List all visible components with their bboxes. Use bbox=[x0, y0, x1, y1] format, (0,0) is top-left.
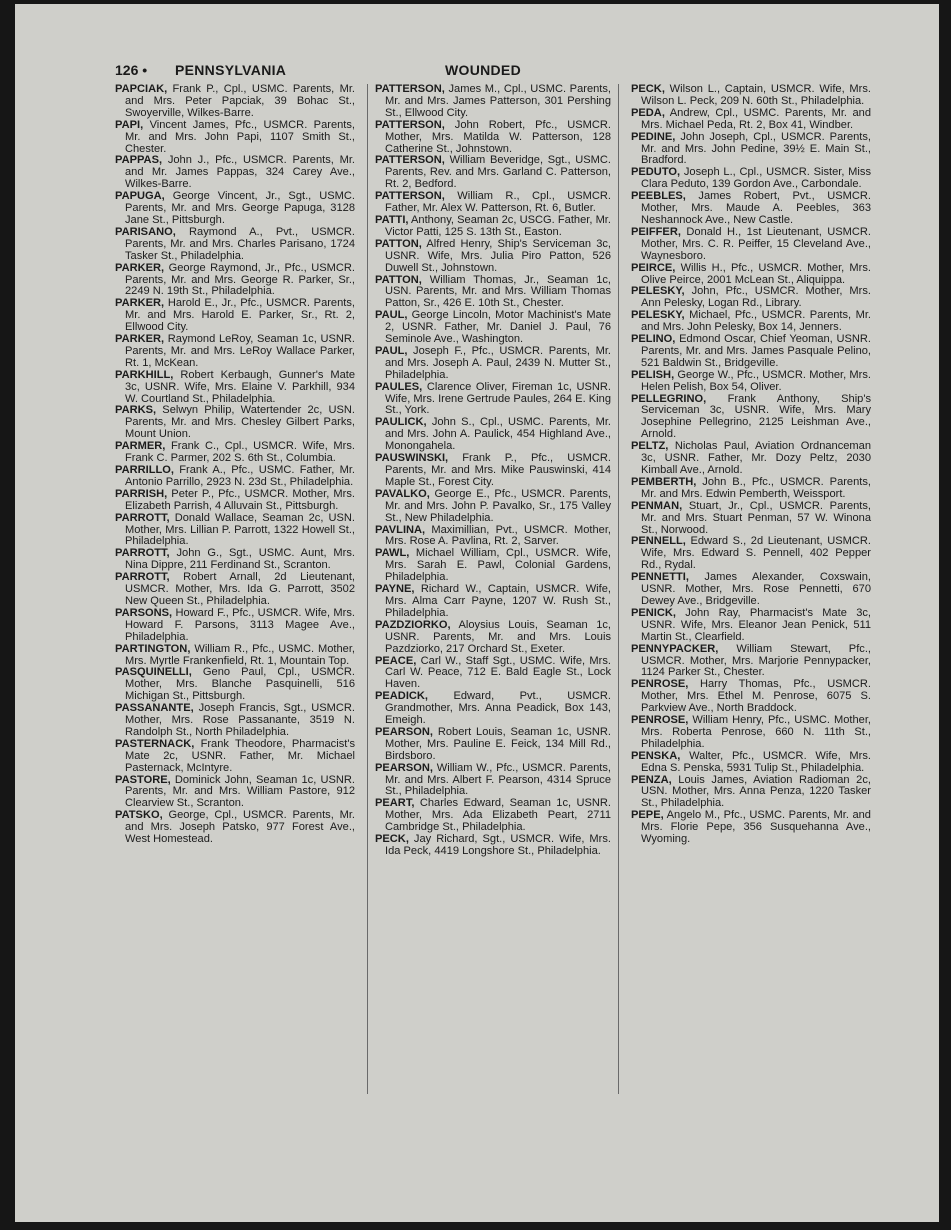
columns bbox=[115, 84, 871, 1094]
casualty-details: William W., Pfc., USMCR. Parents, Mr. and Mrs. Albert F. Pearson, 4314 Spruce St., Philadelphia. bbox=[385, 761, 611, 798]
casualty-surname: PEARSON, bbox=[375, 761, 433, 774]
casualty-entry bbox=[375, 346, 611, 382]
casualty-details: William R., Cpl., USMCR. Father, Mr. Alex W. Patterson, Rt. 6, Butler. bbox=[385, 190, 611, 215]
casualty-details: George W., Pfc., USMCR. Mother, Mrs. Helen Pelish, Box 54, Oliver. bbox=[641, 368, 871, 393]
column-right bbox=[631, 84, 871, 1094]
casualty-surname: PAUL, bbox=[375, 309, 408, 322]
column-left bbox=[115, 84, 355, 1094]
casualty-entry bbox=[115, 513, 355, 549]
casualty-details: Nicholas Paul, Aviation Ordnanceman 3c, USNR. Father, Mr. Dozy Peltz, 2030 Kimball Ave., Arnold. bbox=[641, 440, 872, 476]
casualty-details: Maximillian, Pvt., USMCR. Mother, Mrs. Rose A. Pavlina, Rt. 2, Sarver. bbox=[385, 523, 611, 548]
casualty-entry bbox=[631, 501, 871, 537]
casualty-surname: PARRISH, bbox=[115, 487, 168, 500]
casualty-details: Joseph L., Cpl., USMCR. Sister, Miss Clara Peduto, 139 Gordon Ave., Carbondale. bbox=[641, 166, 871, 191]
state-title: PENNSYLVANIA bbox=[175, 62, 287, 78]
casualty-details: Andrew, Cpl., USMC. Parents, Mr. and Mrs. Michael Peda, Rt. 2, Box 41, Windber. bbox=[641, 106, 871, 131]
casualty-surname: PATTERSON, bbox=[375, 83, 445, 95]
casualty-surname: PAWL, bbox=[375, 547, 410, 560]
casualty-surname: PASTORE, bbox=[115, 773, 171, 786]
casualty-entry bbox=[115, 120, 355, 156]
casualty-details: Harry Thomas, Pfc., USMCR. Mother, Mrs. Ethel M. Penrose, 6075 S. Parkview Ave., North Braddock. bbox=[641, 678, 871, 715]
casualty-entry bbox=[115, 298, 355, 334]
casualty-entry bbox=[631, 310, 871, 334]
casualty-surname: PARMER, bbox=[115, 440, 166, 453]
casualty-entry bbox=[115, 465, 355, 489]
casualty-details: John Robert, Pfc., USMCR. Mother, Mrs. Matilda W. Patterson, 128 Catherine St., Johnstown. bbox=[385, 118, 611, 155]
casualty-surname: PARROTT, bbox=[115, 571, 170, 584]
casualty-details: Frank Theodore, Pharmacist's Mate 2c, USNR. Father, Mr. Michael Pasternack, McIntyre. bbox=[125, 737, 355, 774]
casualty-entry bbox=[631, 263, 871, 287]
casualty-entry bbox=[631, 370, 871, 394]
casualty-entry bbox=[375, 239, 611, 275]
casualty-details: Anthony, Seaman 2c, USCG. Father, Mr. Victor Patti, 125 S. 13th St., Easton. bbox=[385, 213, 611, 238]
casualty-details: Peter P., Pfc., USMCR. Mother, Mrs. Elizabeth Parrish, 4 Alluvain St., Pittsburgh. bbox=[125, 487, 355, 512]
casualty-surname: PAVALKO, bbox=[375, 487, 430, 500]
casualty-entry bbox=[375, 691, 611, 727]
casualty-surname: PECK, bbox=[631, 83, 665, 95]
casualty-details: Richard W., Captain, USMCR. Wife, Mrs. Alma Carr Payne, 1207 W. Rush St., Philadelphia. bbox=[385, 583, 611, 619]
casualty-entry bbox=[631, 84, 871, 108]
casualty-surname: PEIRCE, bbox=[631, 261, 676, 274]
casualty-surname: PENROSE, bbox=[631, 678, 689, 691]
casualty-entry bbox=[115, 572, 355, 608]
casualty-surname: PARKER, bbox=[115, 297, 165, 310]
casualty-entry bbox=[631, 608, 871, 644]
casualty-details: Raymond LeRoy, Seaman 1c, USNR. Parents, Mr. and Mrs. LeRoy Wallace Parker, Rt. 1, McKean. bbox=[125, 333, 355, 369]
casualty-surname: PARISANO, bbox=[115, 225, 176, 238]
casualty-details: Wilson L., Captain, USMCR. Wife, Mrs. Wilson L. Peck, 209 N. 60th St., Philadelphia. bbox=[641, 83, 871, 107]
casualty-surname: PAULES, bbox=[375, 380, 423, 393]
casualty-details: Joseph Francis, Sgt., USMCR. Mother, Mrs. Rose Passanante, 3519 N. Randolph St., North Philadelphia. bbox=[125, 702, 355, 738]
casualty-entry bbox=[115, 703, 355, 739]
casualty-entry bbox=[631, 644, 871, 680]
casualty-entry bbox=[115, 405, 355, 441]
casualty-details: Frank P., Pfc., USMCR. Parents, Mr. and Mrs. Mike Pauswinski, 414 Maple St., Forest City. bbox=[385, 452, 611, 488]
casualty-entry bbox=[375, 798, 611, 834]
casualty-details: James Alexander, Coxswain, USNR. Mother, Mrs. Rose Pennetti, 670 Dewey Ave., Bridgeville. bbox=[641, 571, 871, 607]
casualty-surname: PENROSE, bbox=[631, 714, 689, 727]
casualty-surname: PEIFFER, bbox=[631, 225, 681, 238]
casualty-details: John S., Cpl., USMC. Parents, Mr. and Mrs. John A. Paulick, 454 Highland Ave., Monongahela. bbox=[385, 416, 611, 453]
casualty-details: John Ray, Pharmacist's Mate 3c, USNR. Wife, Mrs. Eleanor Jean Penick, 511 Martin St., Clearfield. bbox=[641, 606, 872, 643]
casualty-details: Charles Edward, Seaman 1c, USNR. Mother, Mrs. Ada Elizabeth Peart, 2711 Cambridge St., Philadelphia. bbox=[385, 797, 611, 834]
casualty-details: Robert Louis, Seaman 1c, USNR. Mother, Mrs. Pauline E. Feick, 134 Mill Rd., Birdsboro. bbox=[385, 725, 611, 762]
casualty-surname: PELTZ, bbox=[631, 440, 669, 453]
casualty-entry bbox=[375, 834, 611, 858]
casualty-details: James Robert, Pvt., USMCR. Mother, Mrs. Maude A. Peebles, 363 Neshannock Ave., New Castle. bbox=[641, 190, 871, 226]
casualty-surname: PATTON, bbox=[375, 273, 422, 286]
casualty-entry bbox=[631, 751, 871, 775]
casualty-details: Willis H., Pfc., USMCR. Mother, Mrs. Olive Peirce, 2001 McLean St., Aliquippa. bbox=[641, 261, 871, 286]
casualty-entry bbox=[375, 155, 611, 191]
document-page bbox=[15, 4, 939, 1222]
casualty-details: Louis James, Aviation Radioman 2c, USN. Mother, Mrs. Anna Penza, 1220 Tasker St., Philadelphia. bbox=[641, 773, 871, 810]
casualty-entry bbox=[115, 667, 355, 703]
casualty-surname: PEDUTO, bbox=[631, 166, 681, 179]
casualty-details: George Vincent, Jr., Sgt., USMC. Parents, Mr. and Mrs. George Papuga, 3128 Jane St., Pittsburgh. bbox=[125, 190, 355, 226]
casualty-details: John G., Sgt., USMC. Aunt, Mrs. Nina Dippre, 211 Ferdinand St., Scranton. bbox=[125, 547, 355, 572]
casualty-surname: PARSONS, bbox=[115, 606, 173, 619]
casualty-details: Donald Wallace, Seaman 2c, USN. Mother, Mrs. Lillian P. Parrott, 1322 Howell St., Philadelphia. bbox=[125, 511, 355, 548]
casualty-entry bbox=[375, 453, 611, 489]
casualty-entry bbox=[631, 334, 871, 370]
casualty-surname: PASSANANTE, bbox=[115, 702, 194, 715]
casualty-surname: PARTINGTON, bbox=[115, 642, 191, 655]
casualty-surname: PELLEGRINO, bbox=[631, 392, 707, 405]
casualty-surname: PAPPAS, bbox=[115, 154, 163, 167]
casualty-details: Aloysius Louis, Seaman 1c, USNR. Parents, Mr. and Mrs. Louis Pazdziorko, 217 Orchard St., Exeter. bbox=[385, 618, 611, 655]
casualty-entry bbox=[631, 191, 871, 227]
casualty-surname: PEDA, bbox=[631, 106, 665, 119]
casualty-details: Robert Arnall, 2d Lieutenant, USMCR. Mother, Mrs. Ida G. Parrott, 3502 New Queen St., Philadelphia. bbox=[125, 571, 355, 607]
casualty-surname: PATTON, bbox=[375, 237, 422, 250]
casualty-entry bbox=[115, 489, 355, 513]
casualty-details: Angelo M., Pfc., USMC. Parents, Mr. and Mrs. Florie Pepe, 356 Susquehanna Ave., Wyoming. bbox=[641, 809, 871, 846]
casualty-details: George Lincoln, Motor Machinist's Mate 2, USNR. Father, Mr. Daniel J. Paul, 76 Seminole Ave., Washington. bbox=[385, 309, 611, 346]
casualty-details: Edward, Pvt., USMCR. Grandmother, Mrs. Anna Peadick, Box 143, Emeigh. bbox=[385, 690, 611, 727]
casualty-details: William Beveridge, Sgt., USMC. Parents, Rev. and Mrs. Garland C. Patterson, Rt. 2, Bedford. bbox=[385, 154, 611, 191]
casualty-entry bbox=[375, 120, 611, 156]
casualty-entry bbox=[375, 620, 611, 656]
casualty-details: Frank P., Cpl., USMC. Parents, Mr. and Mrs. Peter Papciak, 39 Bohac St., Swoyerville, Wilkes-Barre. bbox=[125, 83, 355, 119]
casualty-details: Edmond Oscar, Chief Yeoman, USNR. Parents, Mr. and Mrs. James Pasquale Pelino, 521 Baldwin St., Bridgeville. bbox=[641, 333, 871, 369]
casualty-details: Carl W., Staff Sgt., USMC. Wife, Mrs. Carl W. Peace, 712 E. Bald Eagle St., Lock Haven. bbox=[385, 654, 611, 691]
casualty-details: Frank C., Cpl., USMCR. Wife, Mrs. Frank C. Parmer, 202 S. 6th St., Columbia. bbox=[125, 440, 355, 465]
casualty-entry bbox=[631, 810, 871, 846]
casualty-details: Robert Kerbaugh, Gunner's Mate 3c, USNR. Wife, Mrs. Elaine V. Parkhill, 934 W. Courtland St., Philadelphia. bbox=[125, 368, 355, 405]
casualty-surname: PARRILLO, bbox=[115, 464, 174, 476]
casualty-details: John B., Pfc., USMCR. Parents, Mr. and Mrs. Edwin Pemberth, Weissport. bbox=[641, 475, 871, 500]
casualty-entry bbox=[631, 108, 871, 132]
casualty-entry bbox=[631, 679, 871, 715]
casualty-entry bbox=[631, 715, 871, 751]
casualty-entry bbox=[115, 263, 355, 299]
casualty-entry bbox=[115, 155, 355, 191]
casualty-entry bbox=[115, 608, 355, 644]
casualty-entry bbox=[375, 489, 611, 525]
casualty-surname: PATSKO, bbox=[115, 809, 163, 822]
casualty-entry bbox=[631, 394, 871, 442]
casualty-entry bbox=[115, 644, 355, 668]
casualty-entry bbox=[375, 215, 611, 239]
casualty-details: George Raymond, Jr., Pfc., USMCR. Parents, Mr. and Mrs. George R. Parker, Sr., 2249 N. 19th St., Philadelphia. bbox=[125, 261, 355, 298]
casualty-surname: PENNETTI, bbox=[631, 571, 689, 584]
casualty-surname: PAVLINA, bbox=[375, 523, 426, 536]
casualty-entry bbox=[115, 441, 355, 465]
casualty-entry bbox=[115, 810, 355, 846]
casualty-details: George E., Pfc., USMCR. Parents, Mr. and Mrs. John P. Pavalko, Sr., 175 Valley St., New Philadelphia. bbox=[385, 487, 611, 524]
casualty-surname: PENNYPACKER, bbox=[631, 642, 719, 655]
casualty-entry bbox=[631, 167, 871, 191]
casualty-entry bbox=[115, 84, 355, 120]
casualty-surname: PELISH, bbox=[631, 368, 675, 381]
casualty-entry bbox=[375, 382, 611, 418]
casualty-surname: PEEBLES, bbox=[631, 190, 686, 203]
casualty-details: Edward S., 2d Lieutenant, USMCR. Wife, Mrs. Edward S. Pennell, 402 Pepper Rd., Rydal. bbox=[641, 535, 871, 572]
casualty-entry bbox=[375, 275, 611, 311]
casualty-surname: PASTERNACK, bbox=[115, 737, 195, 750]
casualty-details: Michael, Pfc., USMCR. Parents, Mr. and Mrs. John Pelesky, Box 14, Jenners. bbox=[641, 309, 871, 334]
casualty-surname: PARKS, bbox=[115, 404, 157, 417]
casualty-surname: PENICK, bbox=[631, 606, 676, 619]
casualty-surname: PENNELL, bbox=[631, 535, 686, 548]
casualty-surname: PAPCIAK, bbox=[115, 83, 168, 95]
casualty-entry bbox=[375, 548, 611, 584]
casualty-surname: PEDINE, bbox=[631, 130, 676, 143]
casualty-entry bbox=[631, 132, 871, 168]
casualty-details: Stuart, Jr., Cpl., USMCR. Parents, Mr. and Mrs. Stuart Penman, 57 W. Winona St., Norwood. bbox=[641, 499, 871, 536]
casualty-entry bbox=[631, 572, 871, 608]
casualty-surname: PARROTT, bbox=[115, 511, 170, 524]
casualty-details: Jay Richard, Sgt., USMCR. Wife, Mrs. Ida Peck, 4419 Longshore St., Philadelphia. bbox=[385, 833, 611, 857]
casualty-entry bbox=[375, 727, 611, 763]
casualty-details: Michael William, Cpl., USMCR. Wife, Mrs. Sarah E. Pawl, Colonial Gardens, Philadelphia. bbox=[385, 547, 611, 584]
casualty-entry bbox=[115, 191, 355, 227]
casualty-entry bbox=[375, 763, 611, 799]
casualty-details: Harold E., Jr., Pfc., USMCR. Parents, Mr. and Mrs. Harold E. Parker, Sr., Rt. 2, Ellwood City. bbox=[125, 297, 355, 334]
casualty-surname: PASQUINELLI, bbox=[115, 666, 192, 679]
casualty-entry bbox=[115, 370, 355, 406]
casualty-details: Clarence Oliver, Fireman 1c, USNR. Wife, Mrs. Irene Gertrude Paules, 264 E. King St., York. bbox=[385, 380, 611, 417]
casualty-details: Donald H., 1st Lieutenant, USMCR. Mother, Mrs. C. R. Peiffer, 15 Cleveland Ave., Waynesboro. bbox=[641, 225, 871, 262]
casualty-details: William Stewart, Pfc., USMCR. Mother, Mrs. Marjorie Pennypacker, 1124 Parker St., Chester. bbox=[641, 642, 871, 679]
casualty-surname: PENZA, bbox=[631, 773, 672, 786]
casualty-surname: PAUSWINSKI, bbox=[375, 452, 449, 465]
casualty-details: William Thomas, Jr., Seaman 1c, USN. Parents, Mr. and Mrs. William Thomas Patton, Sr., 426 E. 10th St., Chester. bbox=[385, 273, 612, 310]
casualty-surname: PATTERSON, bbox=[375, 154, 445, 167]
casualty-surname: PELESKY, bbox=[631, 285, 685, 298]
page-number: 126 • bbox=[115, 62, 148, 78]
casualty-entry bbox=[375, 310, 611, 346]
casualty-details: William Henry, Pfc., USMC. Mother, Mrs. Roberta Penrose, 660 N. 11th St., Philadelphia. bbox=[641, 714, 871, 750]
casualty-entry bbox=[375, 417, 611, 453]
casualty-surname: PAYNE, bbox=[375, 583, 415, 596]
casualty-entry bbox=[115, 548, 355, 572]
casualty-entry bbox=[375, 525, 611, 549]
casualty-surname: PARKHILL, bbox=[115, 368, 174, 381]
casualty-details: Alfred Henry, Ship's Serviceman 3c, USNR. Wife, Mrs. Julia Piro Patton, 526 Duwell St., Johnstown. bbox=[385, 237, 611, 274]
casualty-details: Frank A., Pfc., USMC. Father, Mr. Antonio Parrillo, 2923 N. 23d St., Philadelphia. bbox=[125, 464, 355, 488]
casualty-details: Walter, Pfc., USMCR. Wife, Mrs. Edna S. Penska, 5931 Tulip St., Philadelphia. bbox=[641, 749, 871, 774]
casualty-details: Joseph F., Pfc., USMCR. Parents, Mr. and Mrs. Joseph A. Paul, 2439 N. Mutter St., Philadelphia. bbox=[385, 344, 611, 381]
casualty-entry bbox=[115, 775, 355, 811]
casualty-entry bbox=[631, 536, 871, 572]
casualty-surname: PELINO, bbox=[631, 333, 676, 346]
casualty-details: Selwyn Philip, Watertender 2c, USN. Parents, Mr. and Mrs. Chesley Gilbert Parks, Mount Union. bbox=[125, 404, 355, 441]
column-middle bbox=[367, 84, 619, 1094]
casualty-surname: PARROTT, bbox=[115, 547, 170, 560]
casualty-details: Dominick John, Seaman 1c, USNR. Parents, Mr. and Mrs. William Pastore, 912 Clearview St., Scranton. bbox=[125, 773, 355, 810]
casualty-entry bbox=[631, 477, 871, 501]
casualty-surname: PENMAN, bbox=[631, 499, 683, 512]
casualty-surname: PEADICK, bbox=[375, 690, 429, 703]
casualty-details: Howard F., Pfc., USMCR. Wife, Mrs. Howard F. Parsons, 3113 Magee Ave., Philadelphia. bbox=[125, 606, 355, 643]
casualty-entry bbox=[115, 739, 355, 775]
casualty-surname: PEPE, bbox=[631, 809, 664, 822]
casualty-entry bbox=[631, 227, 871, 263]
casualty-surname: PAULICK, bbox=[375, 416, 427, 429]
casualty-surname: PAPUGA, bbox=[115, 190, 165, 203]
casualty-surname: PARKER, bbox=[115, 333, 165, 346]
casualty-entry bbox=[115, 227, 355, 263]
casualty-surname: PELESKY, bbox=[631, 309, 685, 322]
casualty-surname: PATTERSON, bbox=[375, 118, 445, 131]
casualty-details: Geno Paul, Cpl., USMCR. Mother, Mrs. Blanche Pasquinelli, 516 Michigan St., Pittsburgh. bbox=[125, 666, 355, 703]
casualty-details: Raymond A., Pvt., USMCR. Parents, Mr. and Mrs. Charles Parisano, 1724 Tasker St., Philadelphia. bbox=[125, 225, 355, 262]
casualty-details: John Joseph, Cpl., USMCR. Parents, Mr. and Mrs. John Pedine, 39½ E. Main St., Bradford. bbox=[641, 130, 871, 167]
casualty-entry bbox=[631, 775, 871, 811]
casualty-surname: PATTI, bbox=[375, 213, 409, 226]
casualty-details: John J., Pfc., USMCR. Parents, Mr. and Mr. James Pappas, 324 Carey Ave., Wilkes-Barre. bbox=[125, 154, 355, 191]
casualty-details: Frank Anthony, Ship's Serviceman 3c, USNR. Wife, Mrs. Mary Josephine Pellegrino, 2125 Leishman Ave., Arnold. bbox=[641, 392, 871, 441]
casualty-surname: PATTERSON, bbox=[375, 190, 445, 203]
casualty-details: George, Cpl., USMCR. Parents, Mr. and Mrs. Joseph Patsko, 977 Forest Ave., West Homestead. bbox=[125, 809, 355, 846]
casualty-details: John, Pfc., USMCR. Mother, Mrs. Ann Pelesky, Logan Rd., Library. bbox=[641, 285, 871, 310]
casualty-surname: PAPI, bbox=[115, 118, 144, 131]
casualty-entry bbox=[631, 286, 871, 310]
casualty-entry bbox=[375, 584, 611, 620]
casualty-surname: PAUL, bbox=[375, 344, 408, 357]
casualty-surname: PARKER, bbox=[115, 261, 165, 274]
casualty-entry bbox=[115, 334, 355, 370]
casualty-entry bbox=[375, 84, 611, 120]
casualty-details: James M., Cpl., USMC. Parents, Mr. and Mrs. James Patterson, 301 Pershing St., Ellwood City. bbox=[385, 83, 611, 119]
page-header bbox=[115, 62, 899, 82]
casualty-surname: PENSKA, bbox=[631, 749, 681, 762]
casualty-surname: PECK, bbox=[375, 833, 409, 846]
casualty-surname: PAZDZIORKO, bbox=[375, 618, 451, 631]
casualty-surname: PEMBERTH, bbox=[631, 475, 697, 488]
casualty-entry bbox=[631, 441, 871, 477]
casualty-details: Vincent James, Pfc., USMCR. Parents, Mr. and Mrs. John Papi, 1107 Smith St., Chester. bbox=[125, 118, 355, 155]
casualty-entry bbox=[375, 656, 611, 692]
casualty-entry bbox=[375, 191, 611, 215]
casualty-details: William R., Pfc., USMC. Mother, Mrs. Myrtle Frankenfield, Rt. 1, Mountain Top. bbox=[125, 642, 355, 667]
casualty-surname: PEART, bbox=[375, 797, 415, 810]
section-title: WOUNDED bbox=[445, 62, 521, 78]
casualty-surname: PEARSON, bbox=[375, 725, 433, 738]
casualty-surname: PEACE, bbox=[375, 654, 417, 667]
